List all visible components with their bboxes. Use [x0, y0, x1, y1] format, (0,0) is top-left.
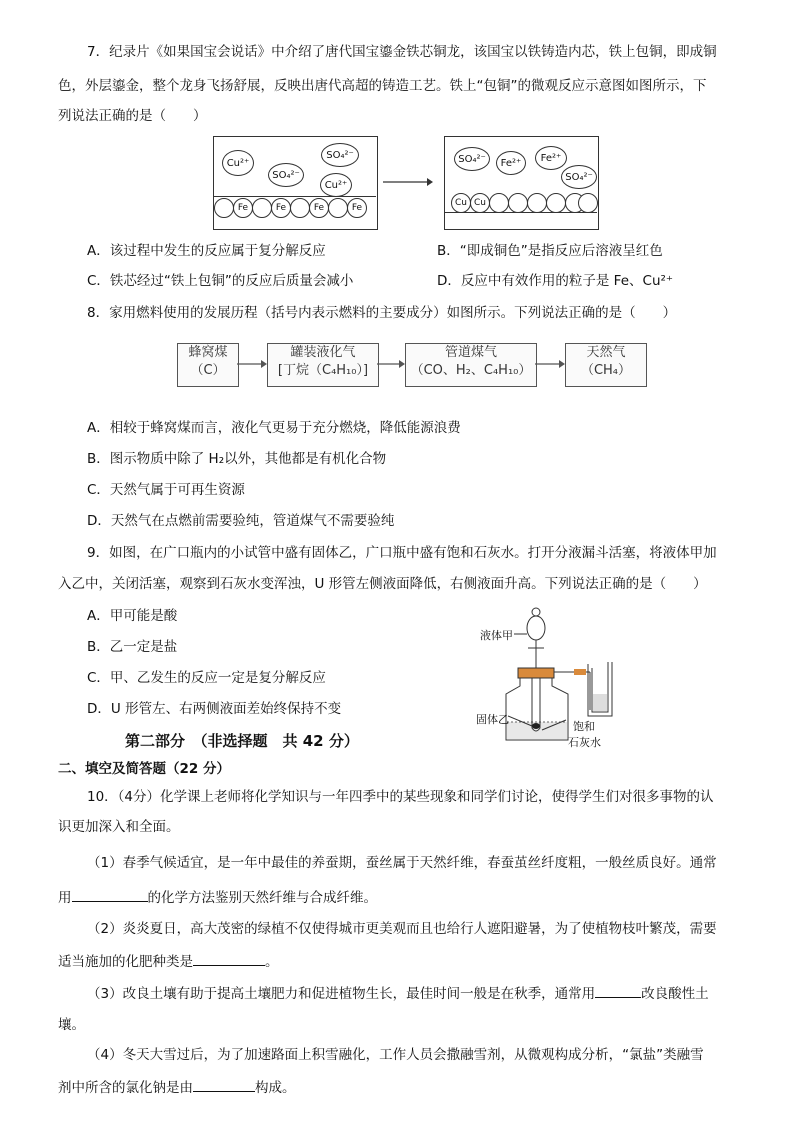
q8-option-a[interactable]: A．相较于蜂窝煤而言，液化气更易于充分燃烧，降低能源浪费 [87, 420, 461, 436]
q7-atom: Fe [347, 198, 367, 218]
label-lime-2: 石灰水 [568, 736, 601, 749]
flow-step-4: 天然气 （CH₄） [565, 343, 647, 387]
q10-part1-line2: 用 的化学方法鉴别天然纤维与合成纤维。 [58, 887, 377, 908]
q9-option-c[interactable]: C．甲、乙发生的反应一定是复分解反应 [87, 670, 326, 686]
q8-stem: 8．家用燃料使用的发展历程（括号内表示燃料的主要成分）如图所示。下列说法正确的是（ ） [87, 305, 677, 321]
arrow-right-icon [383, 176, 433, 188]
q9-option-b[interactable]: B．乙一定是盐 [87, 639, 178, 655]
q9-stem-line1: 9．如图，在广口瓶内的小试管中盛有固体乙，广口瓶中盛有饱和石灰水。打开分液漏斗活塞，将液体甲加 [87, 545, 717, 561]
q10-part4-line1: （4）冬天大雪过后，为了加速路面上积雪融化，工作人员会撒融雪剂，从微观构成分析，“氯盐”类融雪 [87, 1047, 704, 1063]
q9-option-d[interactable]: D．U 形管左、右两侧液面差始终保持不变 [87, 701, 342, 717]
q10-part2-line2: 适当施加的化肥种类是 。 [58, 951, 279, 972]
q7-atom: Cu [451, 193, 471, 213]
answer-blank-4[interactable] [193, 1077, 255, 1092]
q7-option-a[interactable]: A．该过程中发生的反应属于复分解反应 [87, 243, 326, 259]
q7-option-c[interactable]: C．铁芯经过“铁上包铜”的反应后质量会减小 [87, 273, 354, 289]
q8-option-c[interactable]: C．天然气属于可再生资源 [87, 482, 245, 498]
section2-title: 二、填空及简答题（22 分） [58, 761, 230, 777]
label-liquid-a: 液体甲 [480, 629, 513, 642]
q7-ion: Cu²⁺ [222, 150, 254, 176]
q7-stem-line2: 色，外层鎏金，整个龙身飞扬舒展，反映出唐代高超的铸造工艺。铁上“包铜”的微观反应示意图如图所示，下 [58, 78, 707, 94]
arrow-right-icon [535, 358, 565, 370]
answer-blank-1[interactable] [72, 887, 148, 902]
q8-option-d[interactable]: D．天然气在点燃前需要验纯，管道煤气不需要验纯 [87, 513, 395, 529]
flow-step-1: 蜂窝煤 （C） [177, 343, 239, 387]
q7-ion: SO₄²⁻ [268, 163, 304, 187]
q10-part3-line1: （3）改良土壤有助于提高土壤肥力和促进植物生长，最佳时间一般是在秋季，通常用 改良酸性土 [87, 983, 709, 1004]
q7-ion: SO₄²⁻ [454, 147, 490, 171]
q10-stem-line2: 识更加深入和全面。 [58, 819, 180, 835]
arrow-right-icon [237, 358, 267, 370]
q7-atom: Fe [309, 198, 329, 218]
q7-option-b[interactable]: B．“即成铜色”是指反应后溶液呈红色 [437, 243, 663, 259]
q7-option-d[interactable]: D．反应中有效作用的粒子是 Fe、Cu²⁺ [437, 273, 674, 289]
q7-stem-line1: 7．纪录片《如果国宝会说话》中介绍了唐代国宝鎏金铁芯铜龙，该国宝以铁铸造内芯，铁上包铜，即成铜 [87, 44, 717, 60]
label-lime-1: 饱和 [573, 720, 595, 733]
q10-stem-line1: 10．（4分）化学课上老师将化学知识与一年四季中的某些现象和同学们讨论，使得学生们对很多事物的认 [87, 789, 714, 805]
q7-ion: SO₄²⁻ [321, 143, 359, 167]
q7-ion: SO₄²⁻ [561, 165, 597, 189]
q7-atom: Fe [233, 198, 253, 218]
q9-stem-line2: 入乙中，关闭活塞，观察到石灰水变浑浊，U 形管左侧液面降低，右侧液面升高。下列说法正确的是（ ） [58, 576, 707, 592]
arrow-right-icon [377, 358, 405, 370]
q7-stem-line3: 列说法正确的是（ ） [58, 108, 207, 124]
answer-blank-3[interactable] [595, 983, 641, 998]
q7-ion: Fe²⁺ [535, 146, 567, 170]
q10-part4-line2: 剂中所含的氯化钠是由 构成。 [58, 1077, 296, 1098]
q7-ion: Cu²⁺ [320, 173, 352, 197]
label-solid-b: 固体乙 [476, 713, 509, 726]
q8-option-b[interactable]: B．图示物质中除了 H₂以外，其他都是有机化合物 [87, 451, 387, 467]
part2-title: 第二部分 （非选择题 共 42 分） [125, 732, 359, 750]
q9-option-a[interactable]: A．甲可能是酸 [87, 608, 178, 624]
q10-part1-line1: （1）春季气候适宜，是一年中最佳的养蚕期，蚕丝属于天然纤维，春蚕茧丝纤度粗，一般丝质良好。通常 [87, 855, 717, 871]
flow-step-2: 罐装液化气 [丁烷（C₄H₁₀）] [267, 343, 379, 387]
q7-atom: Cu [470, 193, 490, 213]
answer-blank-2[interactable] [193, 951, 265, 966]
q7-ion: Fe²⁺ [496, 151, 526, 175]
flow-step-3: 管道煤气 （CO、H₂、C₄H₁₀） [405, 343, 537, 387]
q10-part3-line2: 壤。 [58, 1017, 85, 1033]
q7-atom: Fe [271, 198, 291, 218]
q10-part2-line1: （2）炎炎夏日，高大茂密的绿植不仅使得城市更美观而且也给行人遮阳避暑，为了使植物枝叶繁茂，需要 [87, 921, 717, 937]
